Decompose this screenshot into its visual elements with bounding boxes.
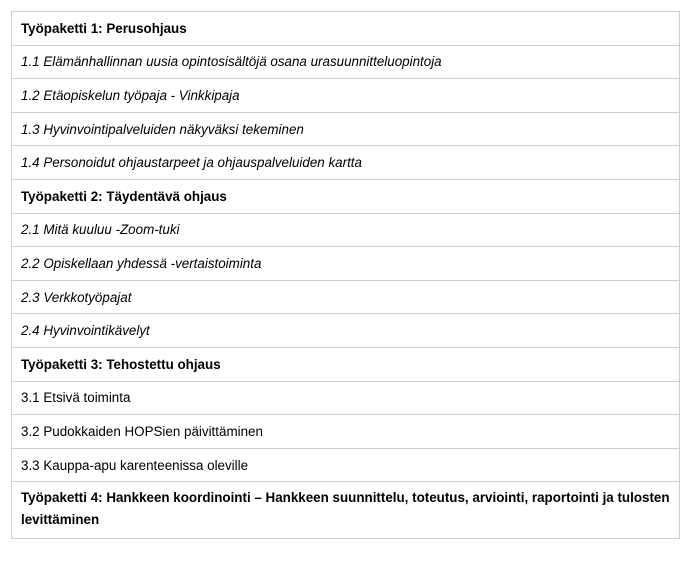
task-3-1: 3.1 Etsivä toiminta — [12, 381, 680, 415]
table-row — [12, 112, 680, 146]
table-row — [12, 12, 680, 46]
task-3-3: 3.3 Kauppa-apu karenteenissa oleville — [12, 448, 680, 482]
task-2-4: 2.4 Hyvinvointikävelyt — [12, 314, 680, 348]
table-row — [12, 247, 680, 281]
task-3-2: 3.2 Pudokkaiden HOPSien päivittäminen — [12, 415, 680, 449]
task-2-2: 2.2 Opiskellaan yhdessä -vertaistoiminta — [12, 247, 680, 281]
table-row — [12, 179, 680, 213]
work-package-1-heading: Työpaketti 1: Perusohjaus — [12, 12, 680, 46]
table-row — [12, 146, 680, 180]
table-row — [12, 415, 680, 449]
table-row — [12, 314, 680, 348]
table-row — [12, 381, 680, 415]
work-package-2-heading: Työpaketti 2: Täydentävä ohjaus — [12, 179, 680, 213]
task-1-2: 1.2 Etäopiskelun työpaja - Vinkkipaja — [12, 79, 680, 113]
table-row — [12, 482, 680, 539]
task-2-3: 2.3 Verkkotyöpajat — [12, 280, 680, 314]
task-1-4: 1.4 Personoidut ohjaustarpeet ja ohjauspalveluiden kartta — [12, 146, 680, 180]
table-row — [12, 213, 680, 247]
table-row — [12, 448, 680, 482]
work-package-4-heading: Työpaketti 4: Hankkeen koordinointi – Hankkeen suunnittelu, toteutus, arviointi, raportointi ja tulosten levittäminen — [12, 482, 680, 539]
table-row — [12, 280, 680, 314]
work-package-table — [11, 11, 680, 539]
task-1-3: 1.3 Hyvinvointipalveluiden näkyväksi tekeminen — [12, 112, 680, 146]
work-package-3-heading: Työpaketti 3: Tehostettu ohjaus — [12, 347, 680, 381]
task-2-1: 2.1 Mitä kuuluu -Zoom-tuki — [12, 213, 680, 247]
table-row — [12, 45, 680, 79]
task-1-1: 1.1 Elämänhallinnan uusia opintosisältöjä osana urasuunnitteluopintoja — [12, 45, 680, 79]
table-row — [12, 347, 680, 381]
table-row — [12, 79, 680, 113]
